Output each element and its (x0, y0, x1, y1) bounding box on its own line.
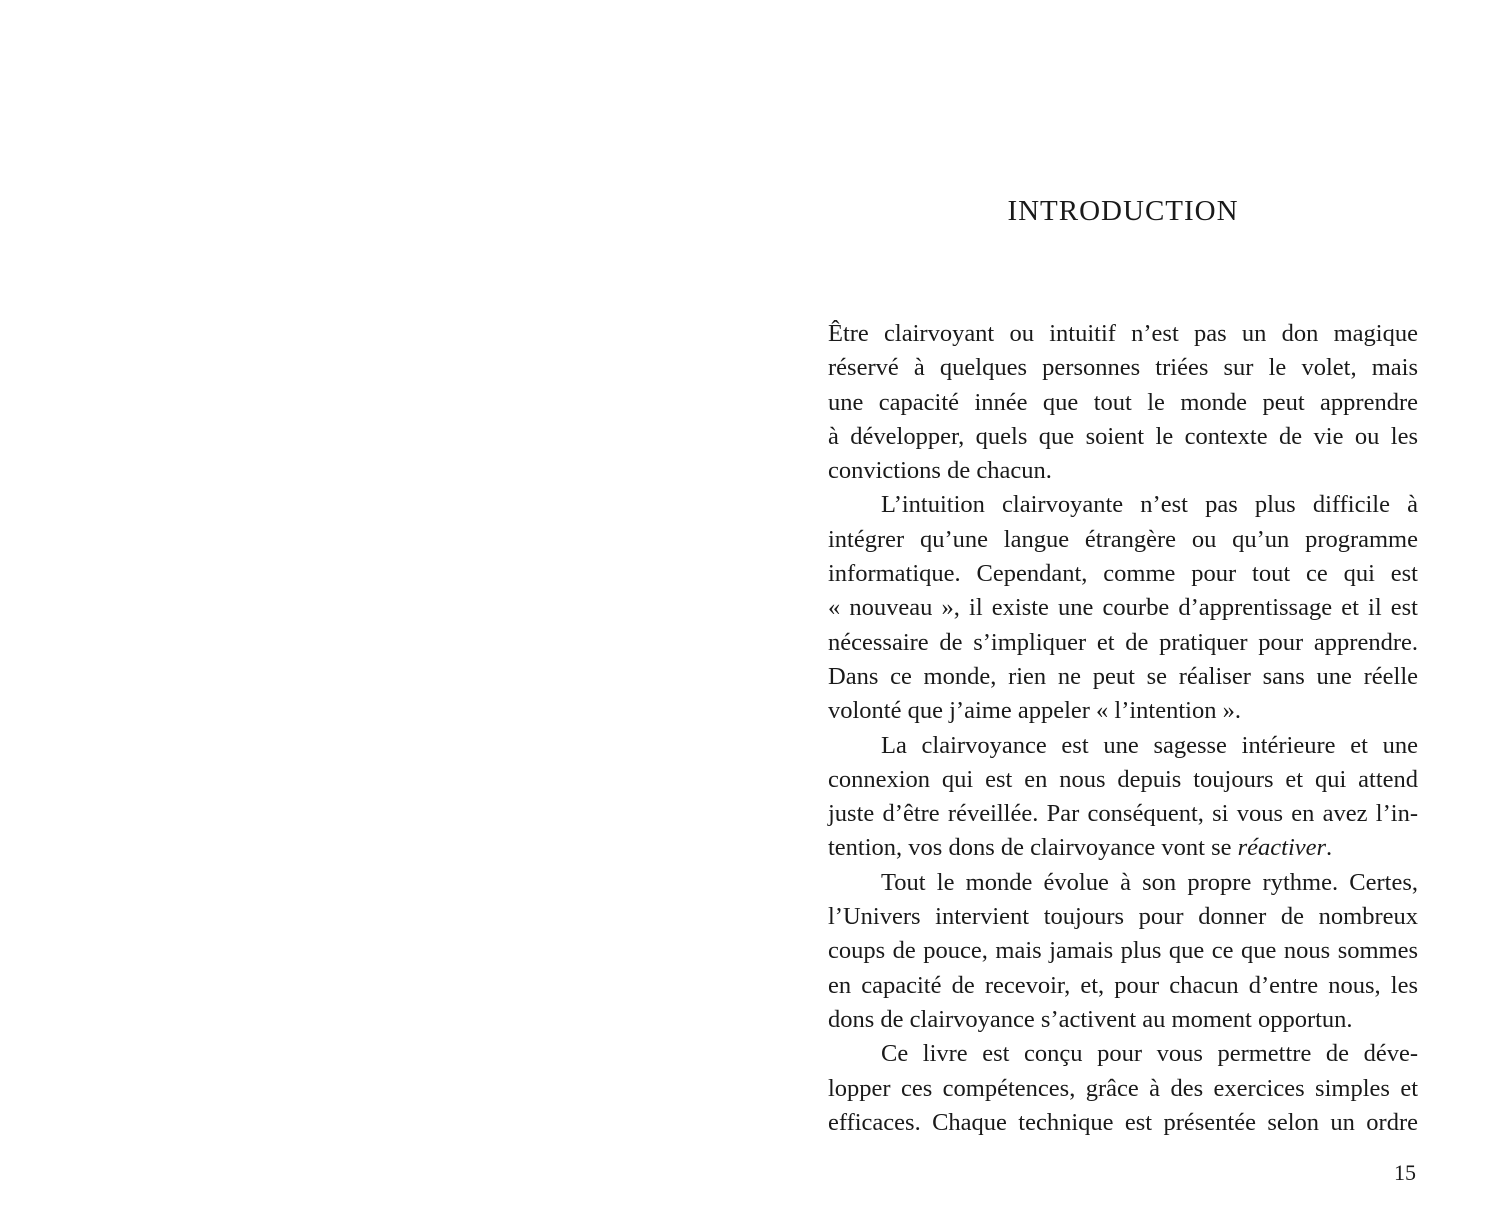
text-line (828, 831, 1418, 865)
text-line: connexion qui est en nous depuis toujours et qui attend (828, 765, 1418, 793)
text-line: à développer, quels que soient le contexte de vie ou les (828, 422, 1418, 450)
text-line: « nouveau », il existe une courbe d’apprentissage et il est (828, 594, 1418, 622)
right-page (750, 0, 1500, 1214)
text-line: convictions de chacun. (828, 457, 1052, 485)
text-fragment: . (1326, 834, 1333, 862)
text-line: La clairvoyance est une sagesse intérieure et une (881, 731, 1418, 759)
paragraph-1 (828, 317, 1418, 488)
text-line: Tout le monde évolue à son propre rythme. Certes, (881, 868, 1418, 896)
italic-word: réactiver (1237, 834, 1327, 862)
text-line: nécessaire de s’impliquer et de pratiquer pour apprendre. (828, 628, 1418, 656)
text-line: juste d’être réveillée. Par conséquent, si vous en avez l’in- (828, 800, 1418, 828)
text-line: réservé à quelques personnes triées sur le volet, mais (828, 354, 1418, 382)
text-line: intégrer qu’une langue étrangère ou qu’un programme (828, 525, 1418, 553)
text-line: coups de pouce, mais jamais plus que ce que nous sommes (828, 937, 1418, 965)
paragraph-2 (828, 488, 1418, 728)
body-text (828, 317, 1418, 1140)
text-line: volonté que j’aime appeler « l’intention ». (828, 697, 1241, 725)
text-line: informatique. Cependant, comme pour tout ce qui est (828, 560, 1418, 588)
text-line: lopper ces compétences, grâce à des exercices simples et (828, 1074, 1418, 1102)
paragraph-3 (828, 729, 1418, 866)
text-fragment: tention, vos dons de clairvoyance vont se (828, 834, 1238, 862)
text-line: une capacité innée que tout le monde peut apprendre (828, 388, 1418, 416)
text-line: Être clairvoyant ou intuitif n’est pas un don magique (828, 320, 1418, 347)
paragraph-5 (828, 1037, 1418, 1140)
text-line: Ce livre est conçu pour vous permettre de déve- (881, 1040, 1418, 1068)
paragraph-4 (828, 866, 1418, 1037)
text-line: dons de clairvoyance s’activent au moment opportun. (828, 1005, 1353, 1033)
text-line: L’intuition clairvoyante n’est pas plus difficile à (881, 491, 1418, 519)
text-line: Dans ce monde, rien ne peut se réaliser sans une réelle (828, 662, 1418, 690)
text-line: efficaces. Chaque technique est présentée selon un ordre (828, 1108, 1418, 1136)
text-line: en capacité de recevoir, et, pour chacun d’entre nous, les (828, 971, 1418, 999)
chapter-title: INTRODUCTION (1007, 195, 1239, 227)
page-number: 15 (1394, 1160, 1416, 1185)
text-line: l’Univers intervient toujours pour donner de nombreux (828, 903, 1418, 931)
